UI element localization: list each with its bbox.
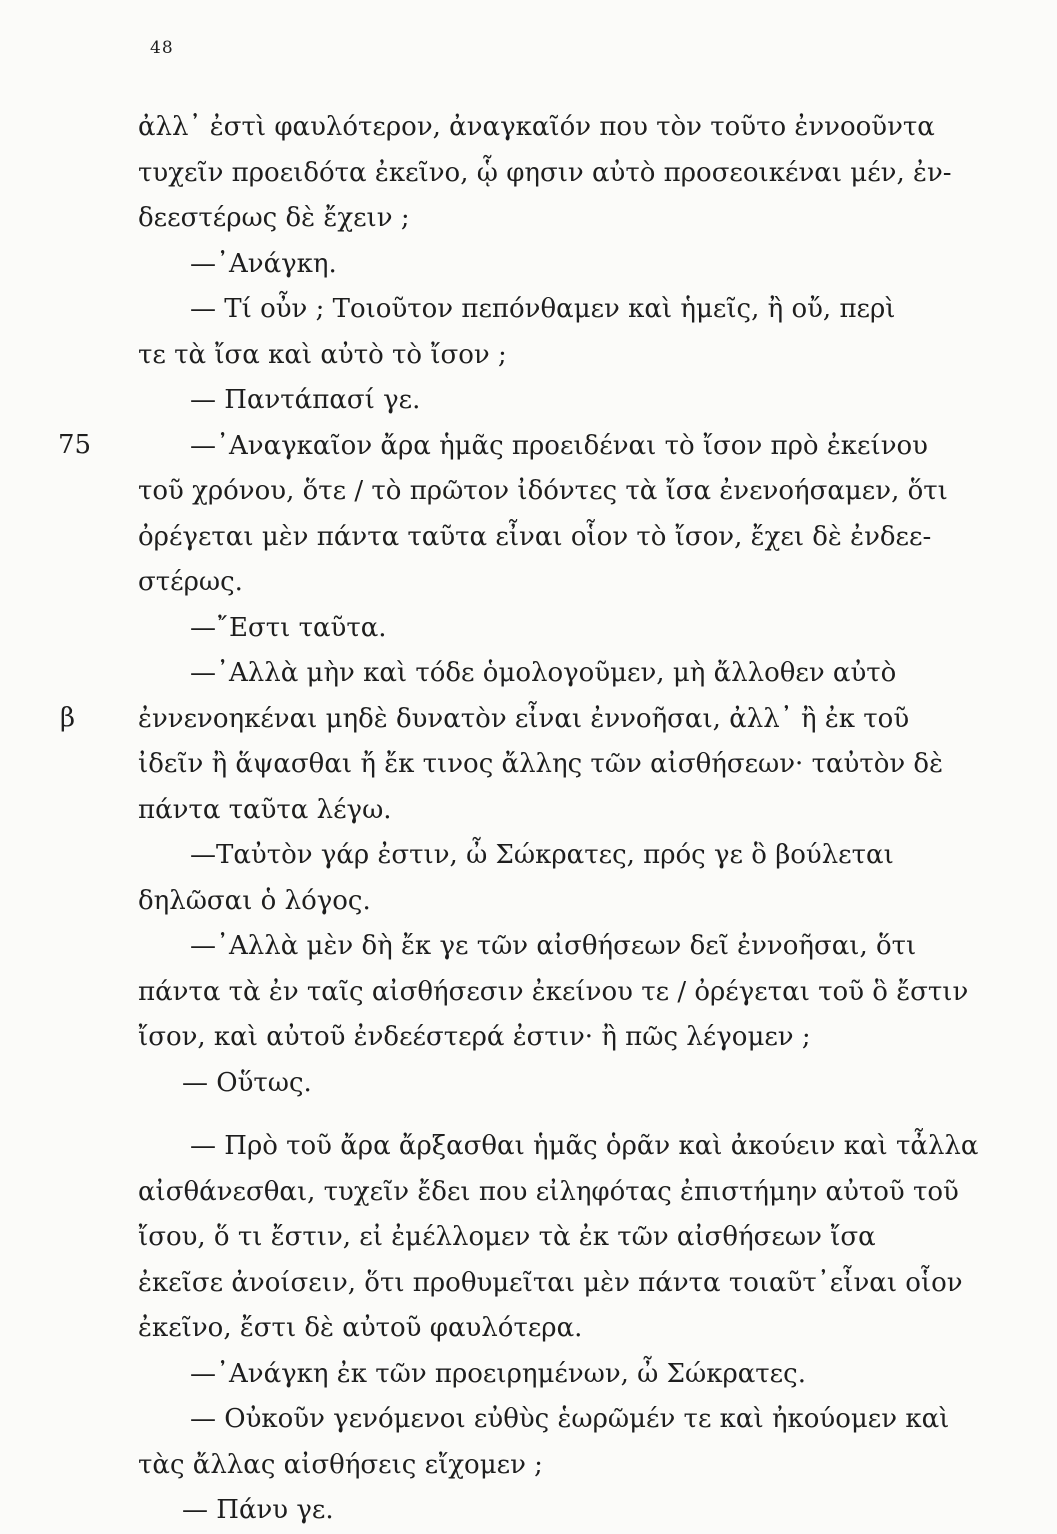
text-line: δηλῶσαι ὁ λόγος. <box>138 885 371 916</box>
text-line: —᾽Ανάγκη ἐκ τῶν προειρημένων, ὦ Σώκρατες. <box>190 1358 806 1389</box>
text-line: δεεστέρως δὲ ἔχειν ; <box>138 203 410 233</box>
text-line: τὰς ἄλλας αἰσθήσεις εἴχομεν ; <box>138 1449 543 1480</box>
text-line: στέρως. <box>138 567 243 597</box>
greek-text-body <box>138 105 978 1534</box>
margin-section-marker: β <box>60 703 76 733</box>
text-line: — Πάνυ γε. <box>182 1495 334 1525</box>
page-number: 48 <box>150 38 174 58</box>
text-line: ἰδεῖν ἢ ἅψασθαι ἤ ἔκ τινος ἄλλης τῶν αἰσθήσεων· ταὐτὸν δὲ <box>138 749 944 779</box>
margin-line-number: 75 <box>58 430 92 460</box>
text-line: — Οὐκοῦν γενόμενοι εὐθὺς ἑωρῶμέν τε καὶ ἠκούομεν καὶ <box>190 1404 950 1434</box>
text-line: — Παντάπασί γε. <box>190 385 421 415</box>
text-line: ἀλλ᾽ ἐστὶ φαυλότερον, ἀναγκαῖόν που τὸν τοῦτο ἐννοοῦντα <box>138 112 935 142</box>
text-line: —᾽Ανάγκη. <box>190 248 337 279</box>
text-line: πάντα ταῦτα λέγω. <box>138 794 392 825</box>
text-line: —῎Εστι ταῦτα. <box>190 612 387 643</box>
text-line: αἰσθάνεσθαι, τυχεῖν ἔδει που εἰληφότας ἐπιστήμην αὐτοῦ τοῦ <box>138 1176 959 1207</box>
text-line: πάντα τὰ ἐν ταῖς αἰσθήσεσιν ἐκείνου τε / ὀρέγεται τοῦ ὃ ἔστιν <box>138 976 969 1007</box>
text-line: ὀρέγεται μὲν πάντα ταῦτα εἶναι οἷον τὸ ἴσον, ἔχει δὲ ἐνδεε- <box>138 521 932 552</box>
text-line: — Πρὸ τοῦ ἄρα ἄρξασθαι ἡμᾶς ὁρᾶν καὶ ἀκούειν καὶ τἆλλα <box>190 1131 978 1161</box>
text-line: —᾽Αναγκαῖον ἄρα ἡμᾶς προειδέναι τὸ ἴσον πρὸ ἐκείνου <box>190 430 928 461</box>
text-line: —Ταὐτὸν γάρ ἐστιν, ὦ Σώκρατες, πρός γε ὃ βούλεται <box>190 840 894 870</box>
text-line: — Οὕτως. <box>182 1067 312 1098</box>
text-line: τοῦ χρόνου, ὅτε / τὸ πρῶτον ἰδόντες τὰ ἴσα ἐνενοήσαμεν, ὅτι <box>138 476 948 506</box>
text-line: ἐκεῖσε ἀνοίσειν, ὅτι προθυμεῖται μὲν πάντα τοιαῦτ᾽εἶναι οἷον <box>138 1267 963 1298</box>
text-line: —᾽Αλλὰ μὴν καὶ τόδε ὁμολογοῦμεν, μὴ ἄλλοθεν αὐτὸ <box>190 658 897 688</box>
text-line: — Τί οὖν ; Τοιοῦτον πεπόνθαμεν καὶ ἡμεῖς, ἢ οὔ, περὶ <box>190 294 896 324</box>
text-line: ἴσου, ὅ τι ἔστιν, εἰ ἐμέλλομεν τὰ ἐκ τῶν αἰσθήσεων ἴσα <box>138 1222 876 1252</box>
text-line: τυχεῖν προειδότα ἐκεῖνο, ᾧ φησιν αὐτὸ προσεοικέναι μέν, ἐν- <box>138 157 952 188</box>
text-line: ἐννενοηκέναι μηδὲ δυνατὸν εἶναι ἐννοῆσαι, ἀλλ᾽ ἢ ἐκ τοῦ <box>138 703 910 734</box>
text-line: —᾽Αλλὰ μὲν δὴ ἔκ γε τῶν αἰσθήσεων δεῖ ἐννοῆσαι, ὅτι <box>190 931 917 961</box>
text-line: τε τὰ ἴσα καὶ αὐτὸ τὸ ἴσον ; <box>138 339 507 370</box>
text-line: ἴσον, καὶ αὐτοῦ ἐνδεέστερά ἐστιν· ἢ πῶς λέγομεν ; <box>138 1022 811 1052</box>
text-line: ἐκεῖνο, ἔστι δὲ αὐτοῦ φαυλότερα. <box>138 1313 583 1343</box>
